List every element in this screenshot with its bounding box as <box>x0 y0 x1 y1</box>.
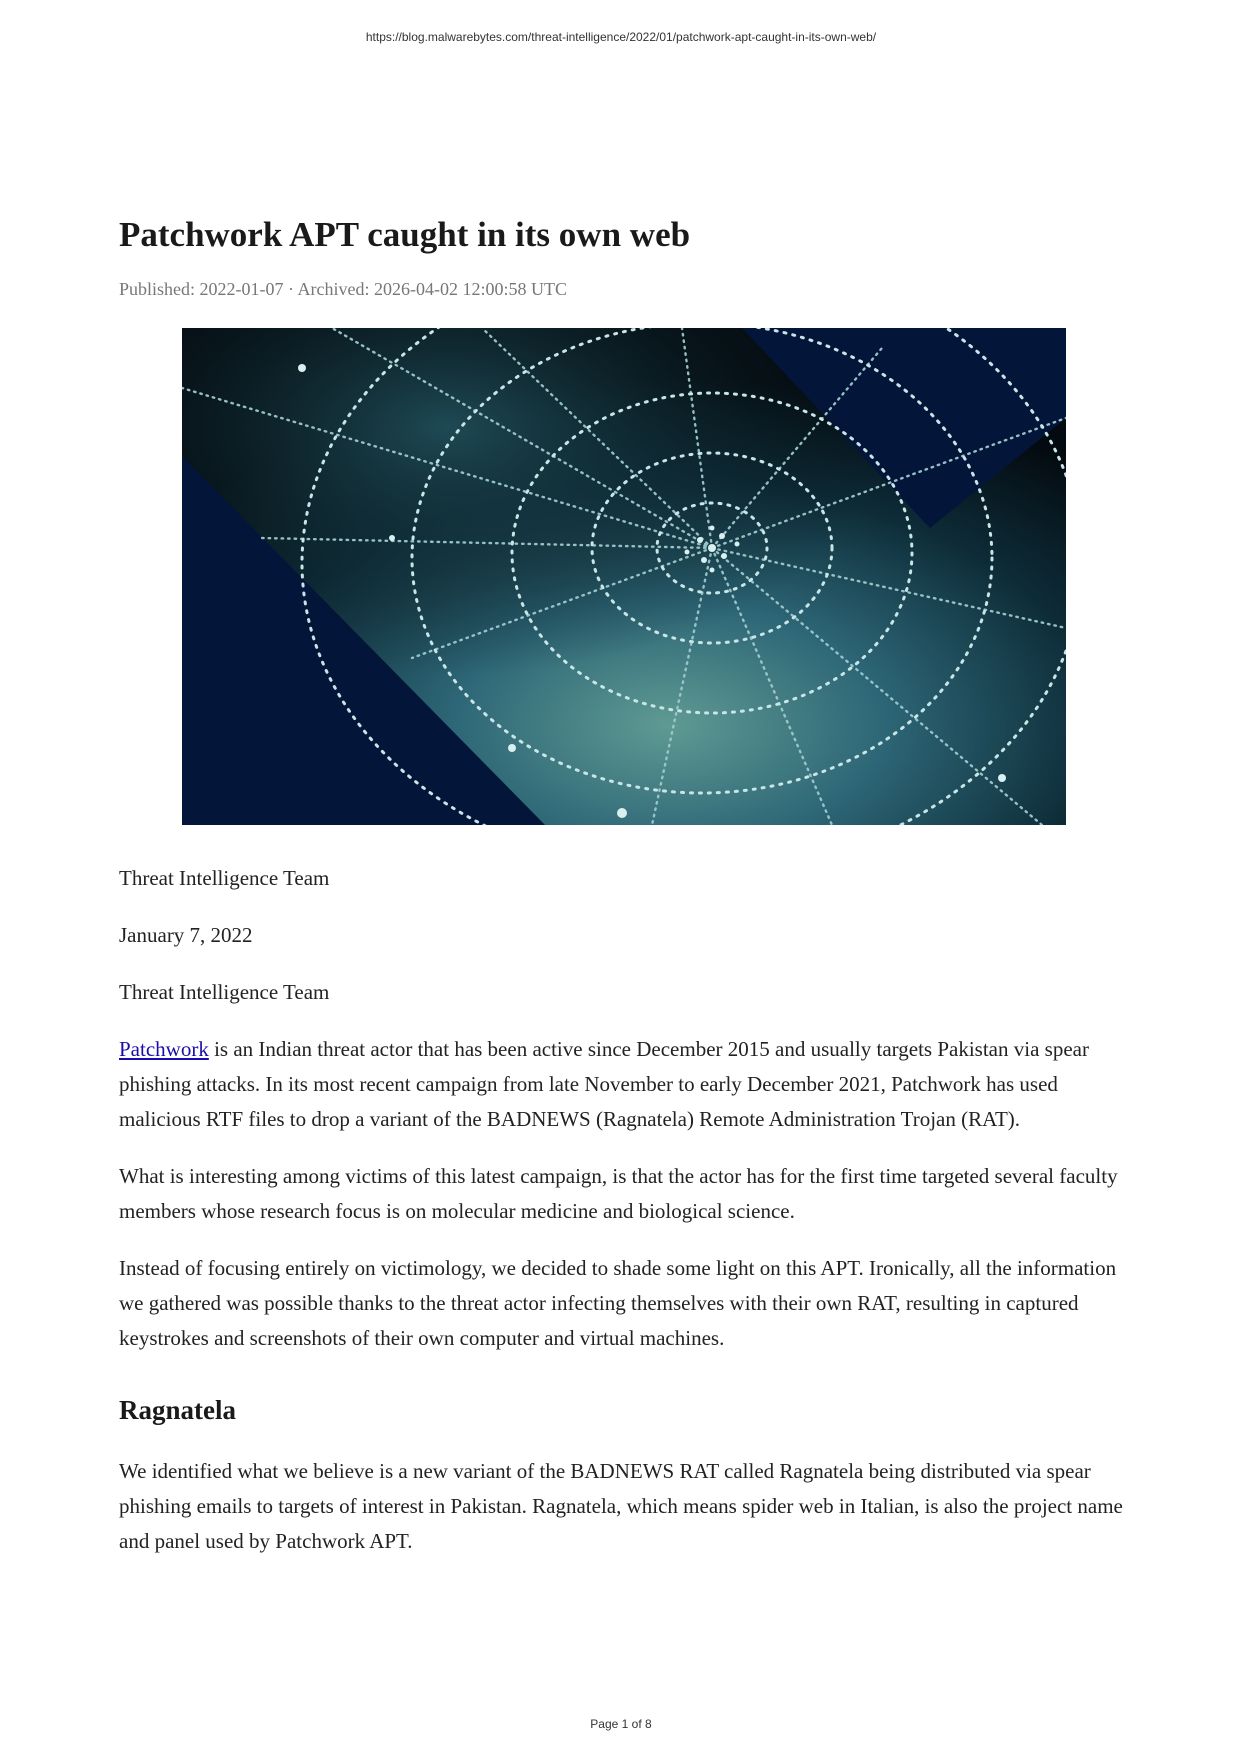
article <box>119 212 1124 1559</box>
patchwork-link[interactable]: Patchwork <box>119 1037 209 1061</box>
author-top: Threat Intelligence Team <box>119 866 330 890</box>
paragraph-ragnatela: We identified what we believe is a new variant of the BADNEWS RAT called Ragnatela being distributed via spear phishing emails to targets of interest in Pakistan. Ragnatela, which means spider web in Italian, is also the project name and panel used by Patchwork APT. <box>119 1459 1123 1553</box>
author-bottom: Threat Intelligence Team <box>119 980 330 1004</box>
hero-image <box>182 328 1066 825</box>
page-number: Page 1 of 8 <box>590 1717 652 1731</box>
intro-text: is an Indian threat actor that has been active since December 2015 and usually targets Pakistan via spear phishing attacks. In its most recent campaign from late November to early December 2021, Patchwork has used malicious RTF files to drop a variant of the BADNEWS (Ragnatela) Remote Administration Trojan (RAT). <box>119 1037 1089 1131</box>
paragraph-victims: What is interesting among victims of this latest campaign, is that the actor has for the first time targeted several faculty members whose research focus is on molecular medicine and biological science. <box>119 1164 1118 1223</box>
article-title: Patchwork APT caught in its own web <box>119 215 691 254</box>
source-url: https://blog.malwarebytes.com/threat-intelligence/2022/01/patchwork-apt-caught-in-its-own-web/ <box>365 30 877 44</box>
article-date: January 7, 2022 <box>119 923 253 947</box>
intro-paragraph <box>119 1032 1124 1137</box>
spider-web-image <box>182 328 1066 825</box>
article-meta: Published: 2022-01-07 · Archived: 2026-04-02 12:00:58 UTC <box>119 279 567 299</box>
section-heading-ragnatela: Ragnatela <box>119 1395 236 1425</box>
paragraph-victimology: Instead of focusing entirely on victimology, we decided to shade some light on this APT. Ironically, all the information we gathered was possible thanks to the threat actor infecting themselves with their own RAT, resulting in captured keystrokes and screenshots of their own computer and virtual machines. <box>119 1256 1117 1350</box>
